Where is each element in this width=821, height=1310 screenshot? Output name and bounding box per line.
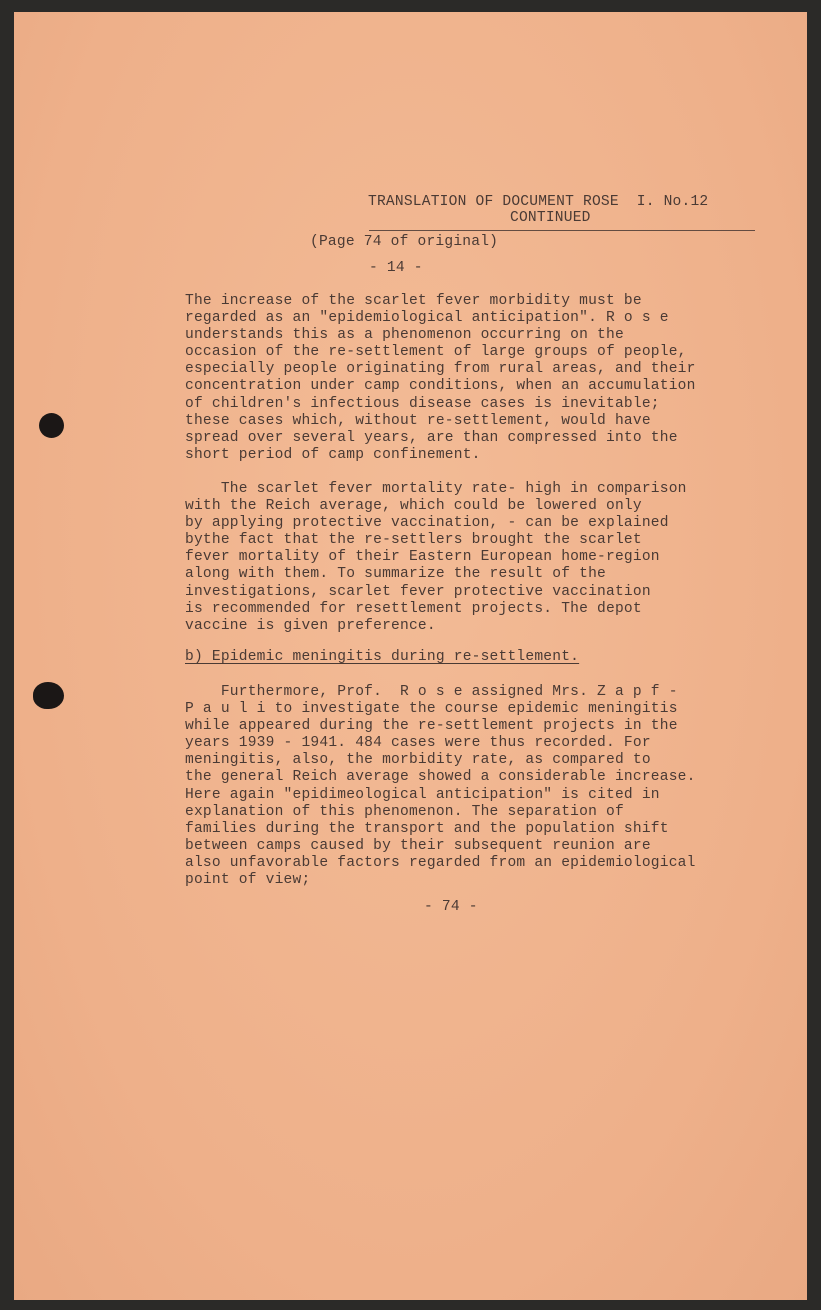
continued-label: CONTINUED <box>510 210 591 226</box>
page-number: - 14 - <box>369 260 423 276</box>
document-page <box>14 12 807 1300</box>
section-heading-meningitis: b) Epidemic meningitis during re-settlement. <box>185 649 580 665</box>
paragraph-scarlet-fever-morbidity: The increase of the scarlet fever morbidity must be regarded as an "epidemiological anticipation". R o s e understands this as a phenomenon occurring on the occasion of the re-settlement of large groups of people, especially people originating from rural areas, and their concentration under camp conditions, when an accumulation of children's infectious disease cases is inevitable; these cases which, without re-settlement, would have spread over several years, are than compressed into the short period of camp confinement. <box>185 293 696 463</box>
document-title: TRANSLATION OF DOCUMENT ROSE I. No.12 <box>368 194 709 210</box>
footer-page-number: - 74 - <box>424 899 478 915</box>
paragraph-scarlet-fever-mortality: The scarlet fever mortality rate- high in comparison with the Reich average, which could be lowered only by applying protective vaccination, - can be explained bythe fact that the re-settlers brought the scarlet fever mortality of their Eastern European home-region along with them. To summarize the result of the investigations, scarlet fever protective vaccination is recommended for resettlement projects. The depot vaccine is given preference. <box>185 481 687 634</box>
punch-hole-bottom <box>33 682 64 709</box>
header-underline <box>369 230 755 231</box>
punch-hole-top <box>39 413 64 438</box>
paragraph-meningitis: Furthermore, Prof. R o s e assigned Mrs. Z a p f - P a u l i to investigate the course epidemic meningitis while appeared during the re-settlement projects in the years 1939 - 1941. 484 cases were thus recorded. For meningitis, also, the morbidity rate, as compared to the general Reich average showed a considerable increase. Here again "epidimeological anticipation" is cited in explanation of this phenomenon. The separation of families during the transport and the population shift between camps caused by their subsequent reunion are also unfavorable factors regarded from an epidemiological point of view; <box>185 684 696 889</box>
original-page-reference: (Page 74 of original) <box>310 234 499 250</box>
